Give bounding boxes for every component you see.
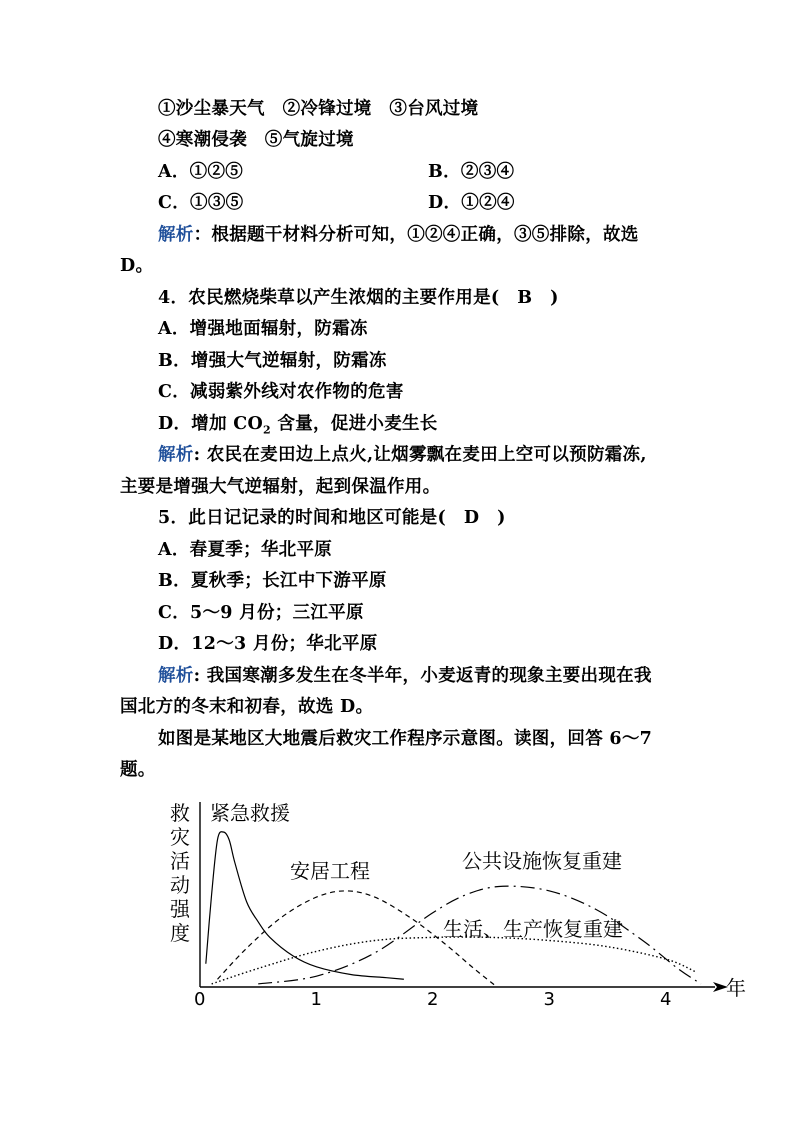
q5-choice-b: B．夏秋季；长江中下游平原 bbox=[158, 571, 387, 591]
series-line-0 bbox=[206, 832, 404, 980]
x-tick-label: 2 bbox=[427, 989, 439, 1010]
q4-stem: 4．农民燃烧柴草以产生浓烟的主要作用是( B ) bbox=[158, 288, 559, 308]
q4-choice-b: B．增强大气逆辐射，防霜冻 bbox=[158, 351, 387, 371]
label-housing-project: 安居工程 bbox=[290, 859, 370, 883]
x-tick-label: 1 bbox=[310, 989, 322, 1010]
y-label-char: 灾 bbox=[170, 825, 190, 849]
x-axis-label: 年 bbox=[726, 976, 746, 1000]
analysis-text: : 农民在麦田边上点火,让烟雾飘在麦田上空可以预防霜冻, bbox=[193, 445, 647, 465]
q5-analysis-cont: 国北方的冬末和初春，故选 D。 bbox=[120, 697, 374, 717]
analysis-text: ：根据题干材料分析可知，①②④正确，③⑤排除，故选 bbox=[193, 225, 639, 245]
analysis-label: 解析 bbox=[158, 225, 194, 245]
q5-stem: 5．此日记记录的时间和地区可能是( D ) bbox=[158, 508, 506, 528]
q5-choice-a: A．春夏季；华北平原 bbox=[158, 540, 333, 560]
analysis-text: : 我国寒潮多发生在冬半年，小麦返青的现象主要出现在我 bbox=[193, 666, 652, 686]
intro-line-2: 题。 bbox=[120, 760, 156, 780]
q3-choice-a: A．①②⑤ bbox=[158, 162, 244, 182]
q4-choice-d bbox=[158, 412, 438, 443]
relief-work-chart bbox=[150, 790, 760, 1015]
y-label-char: 救 bbox=[170, 801, 190, 825]
y-axis-label bbox=[170, 801, 191, 945]
y-label-char: 度 bbox=[170, 921, 190, 945]
label-public-facilities: 公共设施恢复重建 bbox=[462, 849, 622, 873]
q4-choice-d-pre: D．增加 CO bbox=[158, 414, 264, 434]
q4-choice-d-sub: 2 bbox=[263, 423, 272, 437]
x-tick-labels bbox=[194, 989, 671, 1010]
q4-analysis bbox=[158, 443, 647, 467]
q3-choice-b: B．②③④ bbox=[428, 162, 515, 182]
label-emergency-rescue: 紧急救援 bbox=[210, 801, 290, 825]
y-label-char: 强 bbox=[170, 897, 190, 921]
x-tick-label: 4 bbox=[660, 989, 672, 1010]
analysis-label: 解析 bbox=[158, 666, 194, 686]
q3-choice-c: C．①③⑤ bbox=[158, 193, 244, 213]
intro-line-1: 如图是某地区大地震后救灾工作程序示意图。读图，回答 6～7 bbox=[158, 729, 653, 749]
x-tick-label: 3 bbox=[543, 989, 555, 1010]
q5-analysis bbox=[158, 664, 652, 688]
series-line-3 bbox=[212, 937, 695, 984]
q3-analysis-cont: D。 bbox=[120, 256, 154, 276]
x-tick-label: 0 bbox=[194, 989, 206, 1010]
q3-analysis bbox=[158, 223, 639, 247]
y-label-char: 动 bbox=[170, 873, 190, 897]
q3-choice-d: D．①②④ bbox=[428, 193, 515, 213]
q4-choice-c: C．减弱紫外线对农作物的危害 bbox=[158, 382, 404, 402]
q5-choice-d: D．12～3 月份；华北平原 bbox=[158, 634, 378, 654]
analysis-label: 解析 bbox=[158, 445, 194, 465]
label-life-production: 生活、生产恢复重建 bbox=[443, 917, 623, 941]
q3-options-line-2: ④寒潮侵袭 ⑤气旋过境 bbox=[158, 130, 354, 150]
q4-choice-a: A．增强地面辐射，防霜冻 bbox=[158, 319, 368, 339]
q4-choice-d-post: 含量，促进小麦生长 bbox=[271, 414, 438, 434]
q5-choice-c: C．5～9 月份；三江平原 bbox=[158, 603, 364, 623]
y-label-char: 活 bbox=[170, 849, 190, 873]
q3-options-line-1: ①沙尘暴天气 ②冷锋过境 ③台风过境 bbox=[158, 99, 479, 119]
q4-analysis-cont: 主要是增强大气逆辐射，起到保温作用。 bbox=[120, 477, 441, 497]
series-lines bbox=[206, 832, 701, 987]
